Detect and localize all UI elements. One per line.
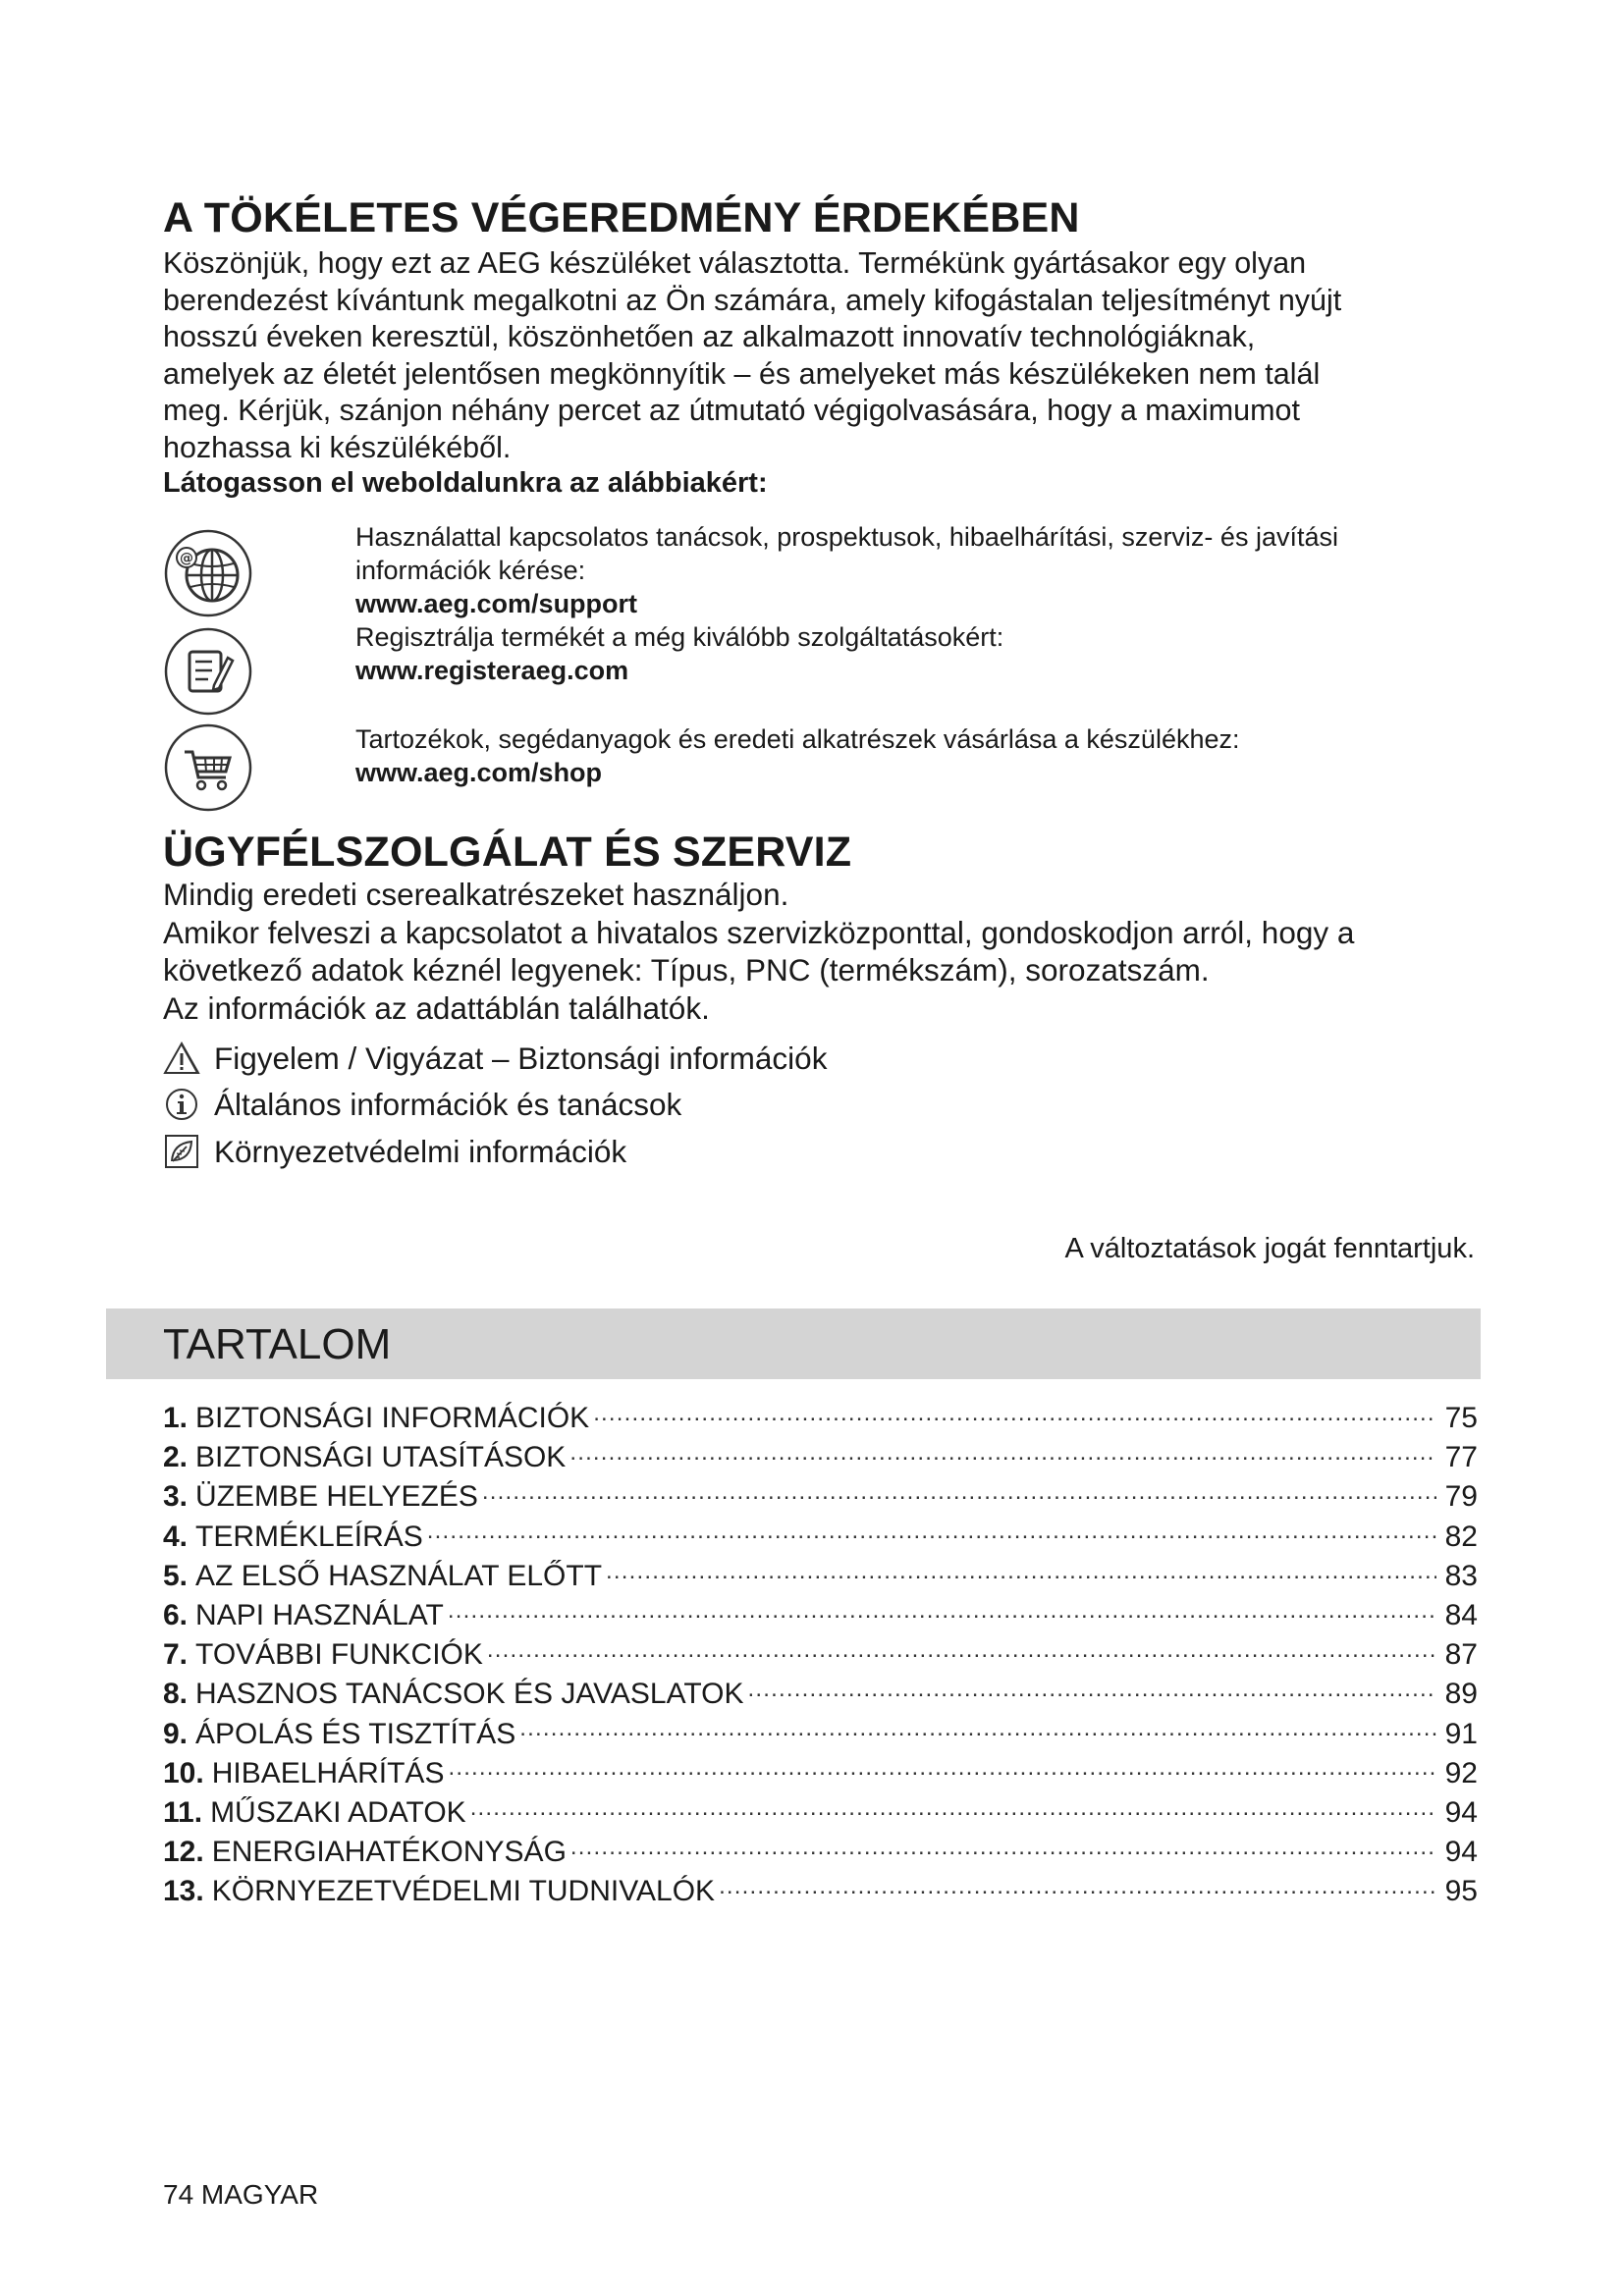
intro-line: hozhassa ki készülékéből. [163,430,512,464]
toc-page: 94 [1444,1836,1478,1869]
legend-label: Környezetvédelmi információk [214,1134,627,1169]
toc-page: 92 [1444,1756,1478,1789]
toc-dot-leader [606,1556,1436,1585]
toc-dot-leader [448,1595,1436,1625]
toc-dot-leader [570,1832,1436,1861]
register-link[interactable]: www.registeraeg.com [355,656,629,685]
intro-heading: A TÖKÉLETES VÉGEREDMÉNY ÉRDEKÉBEN [163,194,1080,241]
svg-text:@: @ [180,551,193,566]
intro-line: Köszönjük, hogy ezt az AEG készüléket választotta. Termékünk gyártásakor egy olyan [163,246,1307,280]
toc-page: 79 [1444,1480,1478,1514]
toc-dot-leader [487,1634,1436,1664]
web-item-text [355,520,1485,620]
toc-dot-leader [719,1871,1436,1900]
web-item-text [355,722,1485,789]
toc-title-text: TOVÁBBI FUNKCIÓK [195,1638,483,1672]
web-item-description: információk kérése: [355,556,586,585]
toc-dot-leader [519,1714,1436,1743]
toc-title-text: NAPI HASZNÁLAT [195,1598,444,1631]
support-link[interactable]: www.aeg.com/support [355,589,638,618]
toc-dot-leader [470,1792,1436,1822]
toc-dot-leader [448,1753,1436,1783]
toc-title-text: MŰSZAKI ADATOK [210,1795,466,1829]
toc-item[interactable] [163,1871,1478,1910]
web-item-text [355,620,1485,687]
rights-reserved-note: A változtatások jogát fenntartjuk. [1064,1233,1475,1264]
toc-number: 8. [163,1678,189,1711]
toc-item[interactable] [163,1634,1478,1674]
toc-page: 87 [1444,1638,1478,1672]
web-item-shop [163,722,1498,821]
toc-title-text: BIZTONSÁGI INFORMÁCIÓK [195,1402,590,1434]
toc-title-text: ENERGIAHATÉKONYSÁG [211,1836,567,1869]
toc-item[interactable] [163,1398,1478,1437]
service-paragraph [163,876,1498,1027]
toc-list [163,1398,1478,1910]
web-item-description: Regisztrálja termékét a még kiválóbb szolgáltatásokért: [355,622,1004,652]
toc-title-text: HIBAELHÁRÍTÁS [211,1756,445,1789]
toc-item[interactable] [163,1517,1478,1556]
toc-number: 9. [163,1717,189,1750]
toc-title-text: ÜZEMBE HELYEZÉS [195,1480,478,1514]
visit-website-heading: Látogasson el weboldalunkra az alábbiakért: [163,467,768,499]
page-footer: 74 MAGYAR [163,2179,319,2210]
info-circle-icon [163,1087,200,1122]
globe-web-icon [163,528,253,618]
service-line: Mindig eredeti cserealkatrészeket használjon. [163,877,789,912]
legend-label: Általános információk és tanácsok [214,1087,682,1122]
toc-dot-leader [427,1517,1436,1546]
toc-item[interactable] [163,1832,1478,1871]
toc-title-text: HASZNOS TANÁCSOK ÉS JAVASLATOK [195,1678,744,1711]
web-item-description: Tartozékok, segédanyagok és eredeti alkatrészek vásárlása a készülékhez: [355,724,1240,754]
toc-title-text: ÁPOLÁS ÉS TISZTÍTÁS [195,1717,516,1750]
intro-line: berendezést kívántunk megalkotni az Ön számára, amely kifogástalan teljesítményt nyújt [163,283,1342,317]
toc-number: 5. [163,1559,189,1592]
intro-line: amelyek az életét jelentősen megkönnyítik – és amelyeket más készülékeken nem talál [163,356,1321,391]
toc-title: TARTALOM [163,1320,392,1368]
toc-number: 12. [163,1836,204,1869]
toc-title-text: AZ ELSŐ HASZNÁLAT ELŐTT [195,1559,603,1592]
warning-triangle-icon [163,1041,200,1076]
web-item-description: Használattal kapcsolatos tanácsok, prospektusok, hibaelhárítási, szerviz- és javítási [355,522,1338,552]
toc-item[interactable] [163,1556,1478,1595]
toc-dot-leader [569,1437,1436,1467]
toc-item[interactable] [163,1753,1478,1792]
toc-item[interactable] [163,1437,1478,1476]
toc-item[interactable] [163,1595,1478,1634]
toc-title-text: BIZTONSÁGI UTASÍTÁSOK [195,1441,567,1474]
toc-item[interactable] [163,1476,1478,1516]
toc-page: 82 [1444,1520,1478,1553]
web-item-support [163,520,1498,618]
toc-page: 84 [1444,1598,1478,1631]
toc-dot-leader [748,1674,1436,1703]
register-form-icon [163,626,253,717]
toc-number: 1. [163,1402,189,1434]
toc-page: 95 [1444,1875,1478,1908]
intro-paragraph [163,245,1479,467]
toc-page: 89 [1444,1678,1478,1711]
toc-number: 3. [163,1480,189,1514]
toc-number: 13. [163,1875,204,1908]
web-item-register [163,620,1498,719]
shop-link[interactable]: www.aeg.com/shop [355,758,603,787]
toc-page: 91 [1444,1717,1478,1750]
toc-number: 6. [163,1598,189,1631]
legend-label: Figyelem / Vigyázat – Biztonsági információk [214,1041,828,1076]
toc-item[interactable] [163,1714,1478,1753]
toc-number: 11. [163,1795,203,1829]
intro-line: meg. Kérjük, szánjon néhány percet az útmutató végigolvasására, hogy a maximumot [163,394,1300,428]
toc-page: 83 [1444,1559,1478,1592]
toc-number: 7. [163,1638,189,1672]
service-line: következő adatok kéznél legyenek: Típus, PNC (termékszám), sorozatszám. [163,952,1210,988]
toc-page: 75 [1444,1402,1478,1434]
toc-number: 2. [163,1441,189,1474]
toc-page: 77 [1444,1441,1478,1474]
toc-header-bar [106,1308,1481,1379]
toc-title-text: KÖRNYEZETVÉDELMI TUDNIVALÓK [211,1875,716,1908]
toc-number: 4. [163,1520,189,1553]
toc-title-text: TERMÉKLEÍRÁS [195,1520,423,1553]
service-line: Az információk az adattáblán találhatók. [163,989,710,1026]
toc-item[interactable] [163,1674,1478,1713]
toc-item[interactable] [163,1792,1478,1832]
intro-line: hosszú éveken keresztül, köszönhetően az alkalmazott innovatív technológiáknak, [163,320,1256,354]
toc-page: 94 [1444,1795,1478,1829]
shopping-cart-icon [163,722,253,813]
environment-leaf-icon [163,1134,200,1169]
service-heading: ÜGYFÉLSZOLGÁLAT ÉS SZERVIZ [163,828,852,876]
toc-dot-leader [593,1398,1436,1427]
toc-dot-leader [482,1476,1436,1506]
service-line: Amikor felveszi a kapcsolatot a hivatalos szervizközponttal, gondoskodjon arról, hogy a [163,914,1355,950]
toc-number: 10. [163,1756,204,1789]
